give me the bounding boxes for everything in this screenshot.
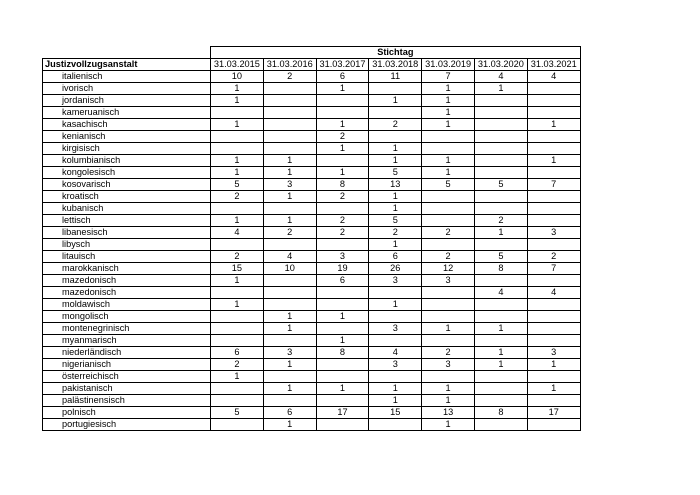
value-cell bbox=[211, 383, 264, 395]
table-row bbox=[43, 215, 581, 227]
table-row bbox=[43, 299, 581, 311]
value-cell: 1 bbox=[316, 143, 369, 155]
value-cell: 1 bbox=[474, 323, 527, 335]
value-cell: 1 bbox=[422, 119, 475, 131]
value-cell bbox=[211, 419, 264, 431]
row-label: kosovarisch bbox=[43, 179, 211, 191]
value-cell bbox=[211, 239, 264, 251]
value-cell bbox=[369, 371, 422, 383]
value-cell: 1 bbox=[422, 107, 475, 119]
value-cell: 4 bbox=[211, 227, 264, 239]
value-cell: 1 bbox=[369, 155, 422, 167]
value-cell: 1 bbox=[527, 383, 580, 395]
value-cell bbox=[474, 95, 527, 107]
value-cell: 8 bbox=[474, 407, 527, 419]
value-cell: 1 bbox=[263, 323, 316, 335]
value-cell: 1 bbox=[211, 95, 264, 107]
table-row bbox=[43, 251, 581, 263]
value-cell bbox=[474, 203, 527, 215]
value-cell: 1 bbox=[422, 323, 475, 335]
value-cell bbox=[474, 143, 527, 155]
value-cell bbox=[369, 311, 422, 323]
value-cell: 7 bbox=[422, 71, 475, 83]
value-cell bbox=[316, 323, 369, 335]
value-cell bbox=[527, 131, 580, 143]
value-cell: 1 bbox=[527, 359, 580, 371]
column-header-date: 31.03.2019 bbox=[422, 59, 475, 71]
value-cell bbox=[211, 143, 264, 155]
value-cell bbox=[527, 311, 580, 323]
value-cell bbox=[263, 299, 316, 311]
value-cell: 1 bbox=[369, 299, 422, 311]
value-cell: 3 bbox=[527, 227, 580, 239]
value-cell: 4 bbox=[527, 71, 580, 83]
value-cell: 1 bbox=[369, 203, 422, 215]
row-label: kirgisisch bbox=[43, 143, 211, 155]
value-cell bbox=[474, 119, 527, 131]
value-cell: 6 bbox=[369, 251, 422, 263]
value-cell: 5 bbox=[211, 179, 264, 191]
value-cell bbox=[211, 131, 264, 143]
table-row bbox=[43, 95, 581, 107]
row-label: mazedonisch bbox=[43, 287, 211, 299]
value-cell bbox=[527, 191, 580, 203]
value-cell bbox=[474, 383, 527, 395]
table-row bbox=[43, 395, 581, 407]
value-cell bbox=[474, 335, 527, 347]
table-row bbox=[43, 347, 581, 359]
value-cell: 2 bbox=[316, 191, 369, 203]
value-cell bbox=[527, 215, 580, 227]
value-cell bbox=[474, 275, 527, 287]
row-label: mazedonisch bbox=[43, 275, 211, 287]
value-cell bbox=[369, 419, 422, 431]
value-cell bbox=[263, 83, 316, 95]
value-cell: 2 bbox=[211, 251, 264, 263]
value-cell: 1 bbox=[422, 167, 475, 179]
value-cell: 2 bbox=[263, 71, 316, 83]
value-cell bbox=[527, 143, 580, 155]
row-label: italienisch bbox=[43, 71, 211, 83]
value-cell: 1 bbox=[263, 419, 316, 431]
table-row bbox=[43, 287, 581, 299]
table-row bbox=[43, 191, 581, 203]
value-cell bbox=[211, 311, 264, 323]
value-cell: 10 bbox=[263, 263, 316, 275]
row-label: kameruanisch bbox=[43, 107, 211, 119]
value-cell: 26 bbox=[369, 263, 422, 275]
value-cell: 2 bbox=[422, 347, 475, 359]
row-label: polnisch bbox=[43, 407, 211, 419]
value-cell bbox=[263, 143, 316, 155]
value-cell: 3 bbox=[422, 275, 475, 287]
value-cell bbox=[316, 155, 369, 167]
value-cell bbox=[527, 395, 580, 407]
value-cell: 1 bbox=[211, 275, 264, 287]
value-cell: 6 bbox=[211, 347, 264, 359]
value-cell bbox=[316, 287, 369, 299]
header-blank-cell bbox=[43, 47, 211, 59]
value-cell bbox=[316, 419, 369, 431]
value-cell bbox=[527, 371, 580, 383]
value-cell: 3 bbox=[527, 347, 580, 359]
row-label: palästinensisch bbox=[43, 395, 211, 407]
value-cell: 3 bbox=[263, 347, 316, 359]
row-label: kubanisch bbox=[43, 203, 211, 215]
table-row bbox=[43, 263, 581, 275]
value-cell: 1 bbox=[316, 335, 369, 347]
stichtag-header: Stichtag bbox=[211, 47, 581, 59]
column-header-date: 31.03.2018 bbox=[369, 59, 422, 71]
value-cell: 3 bbox=[369, 275, 422, 287]
value-cell bbox=[369, 335, 422, 347]
value-cell bbox=[422, 239, 475, 251]
value-cell bbox=[316, 203, 369, 215]
value-cell: 1 bbox=[369, 191, 422, 203]
column-header-date: 31.03.2015 bbox=[211, 59, 264, 71]
value-cell: 15 bbox=[369, 407, 422, 419]
table-row bbox=[43, 311, 581, 323]
value-cell: 1 bbox=[527, 155, 580, 167]
value-cell bbox=[422, 287, 475, 299]
value-cell: 1 bbox=[369, 395, 422, 407]
value-cell: 1 bbox=[527, 119, 580, 131]
value-cell: 2 bbox=[422, 251, 475, 263]
value-cell bbox=[422, 335, 475, 347]
value-cell: 1 bbox=[369, 383, 422, 395]
row-label: ivorisch bbox=[43, 83, 211, 95]
value-cell: 1 bbox=[316, 311, 369, 323]
row-label: österreichisch bbox=[43, 371, 211, 383]
row-label: kroatisch bbox=[43, 191, 211, 203]
value-cell bbox=[263, 131, 316, 143]
row-label: kenianisch bbox=[43, 131, 211, 143]
row-label: montenegrinisch bbox=[43, 323, 211, 335]
value-cell: 5 bbox=[369, 215, 422, 227]
value-cell: 1 bbox=[211, 167, 264, 179]
value-cell bbox=[263, 335, 316, 347]
value-cell: 6 bbox=[316, 71, 369, 83]
value-cell: 5 bbox=[369, 167, 422, 179]
value-cell: 1 bbox=[263, 155, 316, 167]
value-cell: 1 bbox=[211, 83, 264, 95]
value-cell bbox=[316, 371, 369, 383]
value-cell bbox=[369, 287, 422, 299]
value-cell bbox=[211, 323, 264, 335]
value-cell bbox=[263, 395, 316, 407]
value-cell: 1 bbox=[422, 95, 475, 107]
data-table bbox=[42, 46, 581, 431]
table-row bbox=[43, 407, 581, 419]
value-cell bbox=[527, 167, 580, 179]
table-row bbox=[43, 383, 581, 395]
value-cell bbox=[474, 371, 527, 383]
table-row bbox=[43, 83, 581, 95]
value-cell bbox=[527, 419, 580, 431]
table-row bbox=[43, 239, 581, 251]
value-cell bbox=[474, 131, 527, 143]
value-cell: 3 bbox=[263, 179, 316, 191]
row-label: kongolesisch bbox=[43, 167, 211, 179]
value-cell: 2 bbox=[211, 191, 264, 203]
value-cell bbox=[474, 191, 527, 203]
value-cell: 5 bbox=[211, 407, 264, 419]
value-cell bbox=[527, 83, 580, 95]
value-cell bbox=[422, 299, 475, 311]
value-cell: 1 bbox=[422, 155, 475, 167]
row-label: myanmarisch bbox=[43, 335, 211, 347]
first-column-header: Justizvollzugsanstalt bbox=[43, 59, 211, 71]
value-cell: 15 bbox=[211, 263, 264, 275]
value-cell bbox=[263, 275, 316, 287]
table-row bbox=[43, 179, 581, 191]
value-cell: 1 bbox=[474, 83, 527, 95]
row-label: mongolisch bbox=[43, 311, 211, 323]
table-row bbox=[43, 119, 581, 131]
value-cell bbox=[527, 323, 580, 335]
value-cell bbox=[316, 359, 369, 371]
row-label: libysch bbox=[43, 239, 211, 251]
value-cell: 1 bbox=[211, 119, 264, 131]
column-header-date: 31.03.2016 bbox=[263, 59, 316, 71]
value-cell: 1 bbox=[316, 83, 369, 95]
column-header-row bbox=[43, 59, 581, 71]
value-cell: 2 bbox=[316, 131, 369, 143]
value-cell: 1 bbox=[369, 143, 422, 155]
value-cell: 1 bbox=[422, 419, 475, 431]
value-cell: 2 bbox=[422, 227, 475, 239]
value-cell bbox=[316, 239, 369, 251]
value-cell: 8 bbox=[316, 179, 369, 191]
value-cell: 4 bbox=[474, 71, 527, 83]
value-cell: 1 bbox=[474, 347, 527, 359]
table-row bbox=[43, 323, 581, 335]
row-label: libanesisch bbox=[43, 227, 211, 239]
value-cell: 1 bbox=[316, 167, 369, 179]
value-cell bbox=[263, 287, 316, 299]
table-row bbox=[43, 419, 581, 431]
value-cell: 1 bbox=[422, 383, 475, 395]
value-cell bbox=[527, 95, 580, 107]
row-label: niederländisch bbox=[43, 347, 211, 359]
row-label: marokkanisch bbox=[43, 263, 211, 275]
table-row bbox=[43, 167, 581, 179]
value-cell bbox=[211, 107, 264, 119]
value-cell bbox=[211, 203, 264, 215]
value-cell: 3 bbox=[422, 359, 475, 371]
value-cell bbox=[316, 395, 369, 407]
value-cell bbox=[422, 143, 475, 155]
value-cell: 1 bbox=[211, 155, 264, 167]
value-cell bbox=[474, 311, 527, 323]
value-cell: 1 bbox=[422, 395, 475, 407]
value-cell: 1 bbox=[263, 191, 316, 203]
value-cell: 5 bbox=[422, 179, 475, 191]
value-cell: 6 bbox=[316, 275, 369, 287]
value-cell: 2 bbox=[316, 215, 369, 227]
column-header-date: 31.03.2021 bbox=[527, 59, 580, 71]
value-cell bbox=[422, 203, 475, 215]
value-cell: 1 bbox=[422, 83, 475, 95]
value-cell: 10 bbox=[211, 71, 264, 83]
value-cell bbox=[527, 203, 580, 215]
value-cell: 2 bbox=[527, 251, 580, 263]
value-cell bbox=[263, 203, 316, 215]
table-row bbox=[43, 335, 581, 347]
value-cell: 1 bbox=[263, 311, 316, 323]
value-cell bbox=[263, 239, 316, 251]
table-row bbox=[43, 359, 581, 371]
value-cell: 13 bbox=[369, 179, 422, 191]
row-label: litauisch bbox=[43, 251, 211, 263]
value-cell bbox=[211, 395, 264, 407]
value-cell: 1 bbox=[263, 383, 316, 395]
value-cell bbox=[422, 131, 475, 143]
row-label: portugiesisch bbox=[43, 419, 211, 431]
value-cell bbox=[369, 83, 422, 95]
value-cell: 4 bbox=[369, 347, 422, 359]
value-cell: 7 bbox=[527, 263, 580, 275]
table-row bbox=[43, 107, 581, 119]
value-cell bbox=[527, 335, 580, 347]
value-cell bbox=[527, 275, 580, 287]
value-cell: 8 bbox=[474, 263, 527, 275]
value-cell: 4 bbox=[527, 287, 580, 299]
table-row bbox=[43, 143, 581, 155]
value-cell: 1 bbox=[211, 299, 264, 311]
table-row bbox=[43, 131, 581, 143]
table-row bbox=[43, 371, 581, 383]
value-cell: 1 bbox=[369, 95, 422, 107]
value-cell bbox=[527, 299, 580, 311]
table-row bbox=[43, 275, 581, 287]
table-row bbox=[43, 155, 581, 167]
value-cell: 19 bbox=[316, 263, 369, 275]
table-body bbox=[43, 47, 581, 431]
value-cell bbox=[474, 239, 527, 251]
value-cell: 12 bbox=[422, 263, 475, 275]
value-cell bbox=[527, 107, 580, 119]
value-cell bbox=[369, 131, 422, 143]
value-cell: 1 bbox=[263, 215, 316, 227]
value-cell: 4 bbox=[263, 251, 316, 263]
value-cell: 8 bbox=[316, 347, 369, 359]
value-cell bbox=[474, 167, 527, 179]
value-cell bbox=[527, 239, 580, 251]
value-cell bbox=[422, 191, 475, 203]
value-cell: 5 bbox=[474, 179, 527, 191]
row-label: nigerianisch bbox=[43, 359, 211, 371]
column-header-date: 31.03.2020 bbox=[474, 59, 527, 71]
value-cell: 2 bbox=[316, 227, 369, 239]
value-cell: 1 bbox=[474, 359, 527, 371]
value-cell bbox=[474, 395, 527, 407]
value-cell bbox=[316, 107, 369, 119]
value-cell bbox=[474, 155, 527, 167]
value-cell bbox=[474, 299, 527, 311]
value-cell: 1 bbox=[316, 383, 369, 395]
value-cell: 3 bbox=[369, 359, 422, 371]
value-cell: 2 bbox=[369, 119, 422, 131]
row-label: pakistanisch bbox=[43, 383, 211, 395]
row-label: kasachisch bbox=[43, 119, 211, 131]
table-row bbox=[43, 203, 581, 215]
row-label: lettisch bbox=[43, 215, 211, 227]
value-cell bbox=[316, 299, 369, 311]
value-cell bbox=[369, 107, 422, 119]
value-cell bbox=[263, 371, 316, 383]
value-cell bbox=[422, 215, 475, 227]
value-cell: 2 bbox=[369, 227, 422, 239]
value-cell: 3 bbox=[316, 251, 369, 263]
value-cell: 1 bbox=[316, 119, 369, 131]
value-cell bbox=[211, 287, 264, 299]
value-cell bbox=[474, 107, 527, 119]
group-header-row bbox=[43, 47, 581, 59]
value-cell bbox=[474, 419, 527, 431]
value-cell: 1 bbox=[263, 359, 316, 371]
value-cell bbox=[316, 95, 369, 107]
value-cell: 2 bbox=[211, 359, 264, 371]
row-label: kolumbianisch bbox=[43, 155, 211, 167]
value-cell: 2 bbox=[263, 227, 316, 239]
column-header-date: 31.03.2017 bbox=[316, 59, 369, 71]
value-cell: 5 bbox=[474, 251, 527, 263]
value-cell bbox=[263, 107, 316, 119]
row-label: jordanisch bbox=[43, 95, 211, 107]
value-cell bbox=[422, 311, 475, 323]
value-cell: 1 bbox=[474, 227, 527, 239]
value-cell bbox=[422, 371, 475, 383]
value-cell: 1 bbox=[263, 167, 316, 179]
value-cell: 1 bbox=[211, 371, 264, 383]
table-row bbox=[43, 71, 581, 83]
value-cell: 1 bbox=[211, 215, 264, 227]
value-cell: 1 bbox=[369, 239, 422, 251]
value-cell: 17 bbox=[316, 407, 369, 419]
value-cell: 4 bbox=[474, 287, 527, 299]
value-cell: 13 bbox=[422, 407, 475, 419]
value-cell: 3 bbox=[369, 323, 422, 335]
row-label: moldawisch bbox=[43, 299, 211, 311]
value-cell: 7 bbox=[527, 179, 580, 191]
value-cell: 2 bbox=[474, 215, 527, 227]
value-cell bbox=[263, 119, 316, 131]
value-cell: 11 bbox=[369, 71, 422, 83]
table-row bbox=[43, 227, 581, 239]
value-cell bbox=[211, 335, 264, 347]
value-cell: 6 bbox=[263, 407, 316, 419]
value-cell bbox=[263, 95, 316, 107]
value-cell: 17 bbox=[527, 407, 580, 419]
